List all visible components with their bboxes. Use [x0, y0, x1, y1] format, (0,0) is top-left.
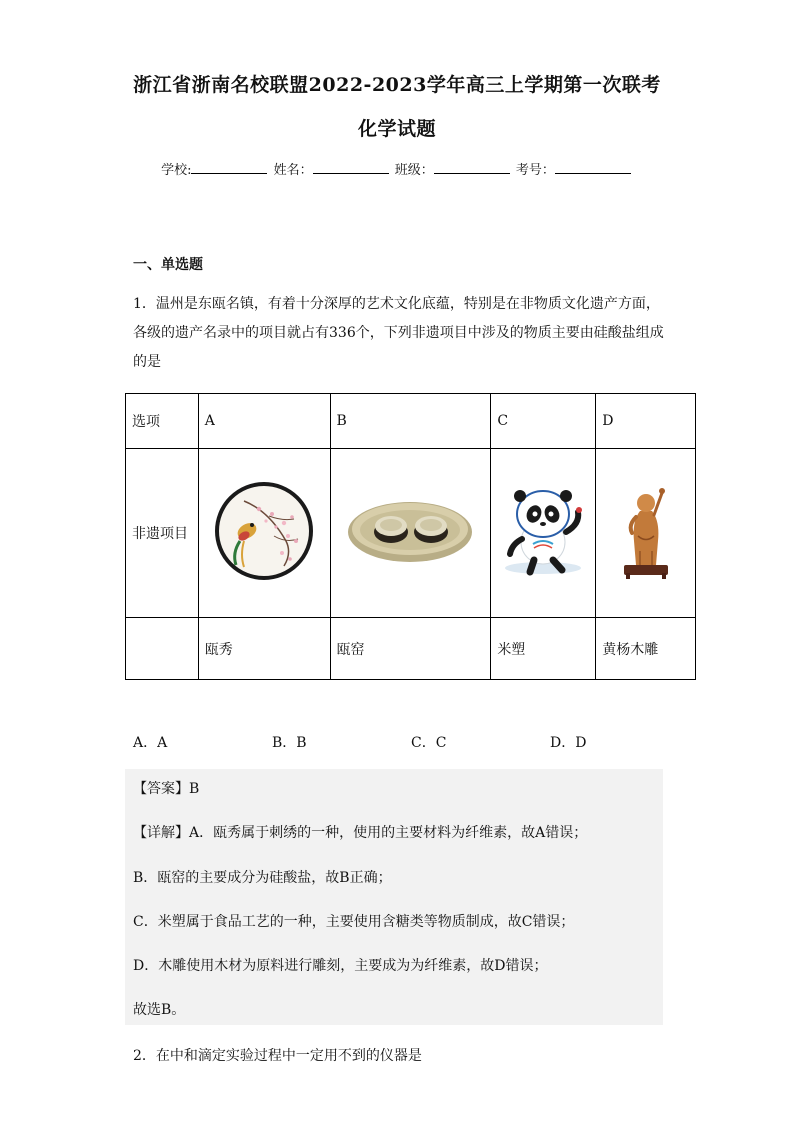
explanation-line: C．米塑属于食品工艺的一种，主要使用含糖类等物质制成，故C错误；: [133, 914, 575, 930]
name-label: 姓名：: [273, 163, 313, 178]
exam-title: 浙江省浙南名校联盟2022-2023学年高三上学期第一次联考: [133, 74, 661, 96]
exam-number-label: 考号：: [515, 163, 555, 178]
class-field[interactable]: [434, 161, 510, 174]
options-table: [125, 393, 696, 680]
question-1-line: 各级的遗产名录中的项目就占有336个，下列非遗项目中涉及的物质主要由硅酸盐组成: [133, 325, 664, 341]
section-title: 一、单选题: [133, 257, 203, 273]
image-cell: [198, 449, 330, 618]
choice-a[interactable]: A．A: [133, 735, 168, 751]
image-cell: [330, 449, 491, 618]
table-header-cell: 选项: [126, 394, 199, 449]
exam-number-field[interactable]: [555, 161, 631, 174]
table-row: [126, 449, 696, 618]
wood-carving-image: [616, 481, 676, 581]
exam-subtitle: 化学试题: [357, 118, 436, 140]
item-name-cell: 米塑: [491, 618, 596, 680]
answer-panel: [125, 769, 663, 1025]
pottery-image: [345, 496, 475, 566]
table-header-cell: D: [596, 394, 696, 449]
item-name-cell: 瓯秀: [198, 618, 330, 680]
explanation-line: B．瓯窑的主要成分为硅酸盐，故B正确；: [133, 870, 392, 886]
explanation-line: 故选B。: [133, 1002, 186, 1018]
table-row: [126, 394, 696, 449]
image-cell: [596, 449, 696, 618]
choice-b[interactable]: B．B: [272, 735, 307, 751]
answer-line: 【答案】B: [133, 781, 200, 797]
answer-choices: [133, 732, 689, 752]
table-row: [126, 618, 696, 680]
school-label: 学校:: [161, 163, 192, 178]
image-cell: [491, 449, 596, 618]
embroidery-image: [214, 481, 314, 581]
table-header-cell: A: [198, 394, 330, 449]
table-header-cell: C: [491, 394, 596, 449]
explanation-line: D．木雕使用木材为原料进行雕刻，主要成为为纤维素，故D错误；: [133, 958, 548, 974]
item-name-cell: 黄杨木雕: [596, 618, 696, 680]
item-name-cell: 瓯窑: [330, 618, 491, 680]
question-1-stem: [133, 290, 665, 377]
row-label-cell: 非遗项目: [126, 449, 199, 618]
rice-sculpture-image: [498, 484, 588, 579]
question-2-stem: 2．在中和滴定实验过程中一定用不到的仪器是: [133, 1048, 422, 1064]
school-field[interactable]: [191, 161, 267, 174]
question-1-line: 的是: [133, 354, 161, 370]
empty-cell: [126, 618, 199, 680]
student-info-line: [0, 159, 794, 178]
question-1-line: 1．温州是东瓯名镇，有着十分深厚的艺术文化底蕴，特别是在非物质文化遗产方面，: [133, 296, 660, 312]
name-field[interactable]: [313, 161, 389, 174]
choice-c[interactable]: C．C: [411, 735, 447, 751]
class-label: 班级：: [394, 163, 434, 178]
explanation-line: 【详解】A．瓯秀属于刺绣的一种，使用的主要材料为纤维素，故A错误；: [133, 825, 588, 841]
choice-d[interactable]: D．D: [550, 735, 587, 751]
table-header-cell: B: [330, 394, 491, 449]
